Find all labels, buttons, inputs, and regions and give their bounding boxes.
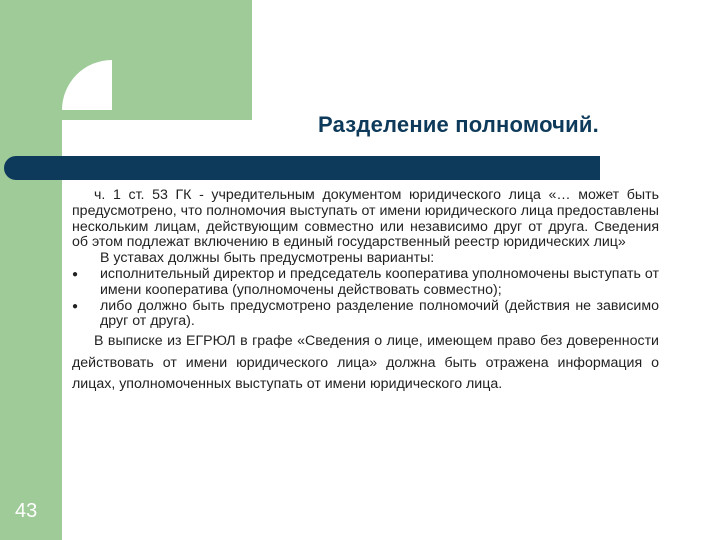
decorative-left-strip — [0, 0, 62, 540]
paragraph-egrul-extract: В выписке из ЕГРЮЛ в графе «Сведения о лице, имеющем право без доверенности действовать от имени юридического лица» должна быть отражена информация о лицах, уполномоченных выступать от имени юридического лица. — [72, 333, 659, 393]
title-underline-bar — [4, 156, 600, 180]
paragraph-gk-article: ч. 1 ст. 53 ГК - учредительным документом юридического лица «… может быть предусмотрено, что полномочия выступать от имени юридического лица предоставлены нескольким лицам, действующим совместно или независимо друг от друга. Сведения об этом подлежат включению в единый государственный реестр юридических лиц» — [72, 187, 659, 251]
bullet-joint-authority: ● исполнительный директор и председатель кооператива уполномочены выступать от имени кооператива (уполномочены действовать совместно); — [72, 267, 659, 299]
bullet-separate-authority: ● либо должно быть предусмотрено разделение полномочий (действия не зависимо друг от друга). — [72, 299, 659, 331]
slide-title: Разделение полномочий. — [318, 112, 599, 137]
slide-body — [72, 188, 659, 396]
paragraph-variants-intro: В уставах должны быть предусмотрены варианты: — [100, 250, 435, 267]
page-number: 43 — [15, 500, 38, 522]
